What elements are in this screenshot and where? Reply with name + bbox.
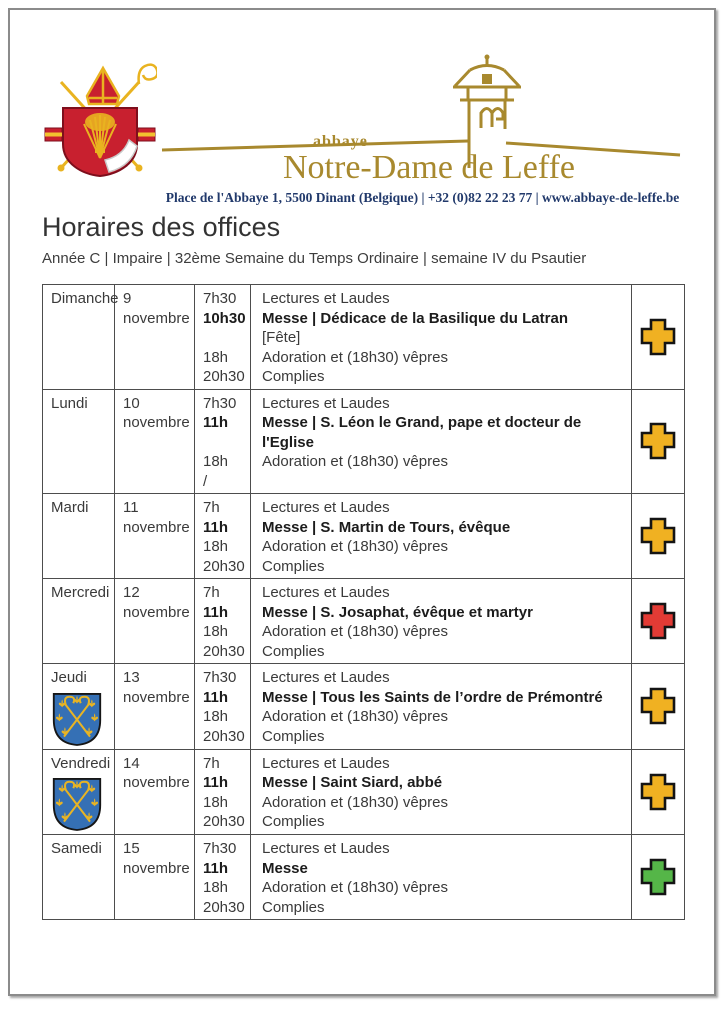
schedule-line (195, 898, 631, 918)
schedule-line (195, 289, 631, 309)
cross-icon (640, 318, 676, 356)
date-cell (115, 494, 195, 578)
row-lines (195, 285, 632, 389)
address-line: Place de l'Abbaye 1, 5500 Dinant (Belgique) | +32 (0)82 22 23 77 | www.abbaye-de-leffe.be (165, 190, 680, 205)
event-label: Lectures et Laudes (262, 499, 390, 516)
schedule-line (195, 537, 631, 557)
schedule-line (195, 452, 631, 472)
row-lines (195, 390, 632, 494)
event-label: Lectures et Laudes (262, 290, 390, 307)
row-lines (195, 835, 632, 919)
time-label: 7h30 (203, 669, 237, 686)
time-label: 11h (203, 518, 229, 536)
day-cell (43, 390, 115, 494)
cross-icon (640, 773, 676, 811)
date-cell (115, 579, 195, 663)
date-cell (115, 750, 195, 835)
schedule-line (195, 518, 631, 538)
date-cell (115, 390, 195, 494)
table-row (43, 834, 684, 919)
event-label: Complies (262, 368, 325, 385)
schedule-line (195, 348, 631, 368)
icon-cell (632, 835, 684, 919)
leffe-crest-icon (43, 60, 157, 182)
brand-wordmark-name: Notre-Dame de Leffe (283, 149, 575, 186)
event-label: Lectures et Laudes (262, 754, 390, 772)
schedule-line (195, 472, 631, 492)
row-lines (195, 494, 632, 578)
day-cell (43, 664, 115, 749)
event-label: Complies (262, 557, 325, 575)
schedule-line (195, 878, 631, 898)
day-label: Mardi (51, 499, 89, 516)
time-label: 7h (203, 499, 220, 516)
brand-wordmark (283, 134, 575, 185)
time-label: 11h (203, 859, 229, 877)
date-label: 12 novembre (123, 584, 190, 621)
table-row (43, 389, 684, 494)
cross-icon (640, 687, 676, 725)
event-label: [Fête] (262, 329, 301, 346)
premontre-shield-icon (51, 691, 103, 747)
day-cell (43, 750, 115, 835)
row-lines (195, 750, 632, 835)
event-label: Adoration et (18h30) vêpres (262, 793, 448, 811)
table-row (43, 493, 684, 578)
table-row (43, 578, 684, 663)
event-label: Lectures et Laudes (262, 840, 390, 857)
time-label: 7h (203, 584, 220, 601)
schedule-line (195, 727, 631, 747)
day-label: Dimanche (51, 290, 119, 307)
event-label: Adoration et (18h30) vêpres (262, 348, 448, 366)
icon-cell (632, 664, 684, 749)
time-label: 11h (203, 603, 229, 621)
page-subtitle: Année C | Impaire | 32ème Semaine du Temps Ordinaire | semaine IV du Psautier (42, 250, 587, 267)
schedule-line (195, 622, 631, 642)
schedule-line (195, 707, 631, 727)
icon-cell (632, 579, 684, 663)
table-row (43, 285, 684, 389)
event-label: Messe | S. Léon le Grand, pape et docteur de l'Eglise (262, 414, 582, 451)
time-label: 7h30 (203, 394, 237, 412)
time-label: 20h30 (203, 368, 245, 385)
time-label: 18h (203, 708, 229, 725)
day-label: Mercredi (51, 584, 110, 601)
time-label: 7h (203, 754, 220, 772)
date-label: 9 novembre (123, 290, 190, 327)
time-label: 11h (203, 688, 229, 706)
event-label: Messe | Dédicace de la Basilique du Latran (262, 309, 568, 327)
schedule-line (195, 413, 631, 452)
date-cell (115, 835, 195, 919)
time-label: 10h30 (203, 309, 246, 327)
time-label: 18h (203, 453, 229, 470)
time-label: 11h (203, 414, 229, 431)
schedule-line (195, 328, 631, 348)
schedule-line (195, 793, 631, 813)
brand-wordmark-small: abbaye (313, 133, 368, 150)
date-label: 11 novembre (123, 499, 190, 536)
event-label: Complies (262, 813, 325, 830)
event-label: Adoration et (18h30) vêpres (262, 879, 448, 896)
schedule-line (195, 603, 631, 623)
schedule-line (195, 498, 631, 518)
time-label: 20h30 (203, 642, 245, 660)
date-cell (115, 664, 195, 749)
row-lines (195, 579, 632, 663)
event-label: Messe | Tous les Saints de l’ordre de Prémontré (262, 688, 603, 706)
event-label: Complies (262, 898, 325, 916)
row-lines (195, 664, 632, 749)
date-label: 10 novembre (123, 394, 190, 431)
event-label: Messe | S. Martin de Tours, évêque (262, 518, 511, 536)
time-label: 20h30 (203, 727, 245, 745)
schedule-line (195, 557, 631, 577)
day-label: Vendredi (51, 754, 111, 772)
day-cell (43, 494, 115, 578)
cross-icon (640, 602, 676, 640)
table-row (43, 749, 684, 835)
icon-cell (632, 494, 684, 578)
event-label: Messe (262, 859, 308, 877)
event-label: Complies (262, 642, 325, 660)
icon-cell (632, 390, 684, 494)
time-label: 7h30 (203, 290, 237, 307)
schedule-line (195, 839, 631, 859)
day-cell (43, 285, 119, 389)
day-label: Jeudi (51, 669, 87, 686)
cross-icon (640, 517, 676, 555)
time-label: / (203, 472, 208, 490)
time-label: 20h30 (203, 557, 245, 575)
time-label: 18h (203, 348, 229, 366)
premontre-shield-icon (51, 776, 103, 832)
event-label: Adoration et (18h30) vêpres (262, 623, 448, 640)
day-label: Samedi (51, 840, 102, 857)
day-cell (43, 835, 115, 919)
event-label: Messe | Saint Siard, abbé (262, 774, 443, 791)
day-cell (43, 579, 115, 663)
schedule-line (195, 642, 631, 662)
icon-cell (632, 750, 684, 835)
schedule-line (195, 754, 631, 774)
crest-mitre (87, 68, 119, 104)
time-label: 11h (203, 774, 229, 791)
time-label: 18h (203, 879, 229, 896)
day-label: Lundi (51, 394, 88, 412)
schedule-line (195, 859, 631, 879)
time-label: 18h (203, 623, 229, 640)
event-label: Lectures et Laudes (262, 584, 390, 601)
date-label: 14 novembre (123, 754, 190, 791)
page-title: Horaires des offices (42, 212, 281, 242)
event-label: Complies (262, 727, 325, 745)
event-label (250, 472, 631, 492)
schedule-line (195, 394, 631, 414)
time-label: 18h (203, 538, 229, 555)
document-page (8, 8, 716, 996)
time-label: 7h30 (203, 840, 237, 857)
schedule-line (195, 688, 631, 708)
event-label: Adoration et (18h30) vêpres (262, 708, 448, 725)
schedule-line (195, 812, 631, 832)
schedule-table (42, 284, 685, 920)
date-label: 15 novembre (123, 840, 190, 877)
time-label: 18h (203, 793, 229, 811)
time-label: 20h30 (203, 898, 245, 916)
schedule-line (195, 668, 631, 688)
schedule-line (195, 309, 631, 329)
time-label: 20h30 (203, 813, 245, 830)
cross-icon (640, 422, 676, 460)
table-row (43, 663, 684, 749)
schedule-line (195, 773, 631, 793)
cross-icon (640, 858, 676, 896)
schedule-line (195, 367, 631, 387)
event-label: Lectures et Laudes (262, 394, 390, 412)
event-label: Adoration et (18h30) vêpres (262, 453, 448, 470)
date-label: 13 novembre (123, 669, 190, 706)
event-label: Messe | S. Josaphat, évêque et martyr (262, 603, 533, 621)
event-label: Adoration et (18h30) vêpres (262, 538, 448, 555)
event-label: Lectures et Laudes (262, 669, 390, 686)
date-cell (115, 285, 195, 389)
icon-cell (632, 285, 684, 389)
crest-flag-left (45, 128, 62, 141)
time-label (195, 328, 250, 348)
schedule-line (195, 583, 631, 603)
